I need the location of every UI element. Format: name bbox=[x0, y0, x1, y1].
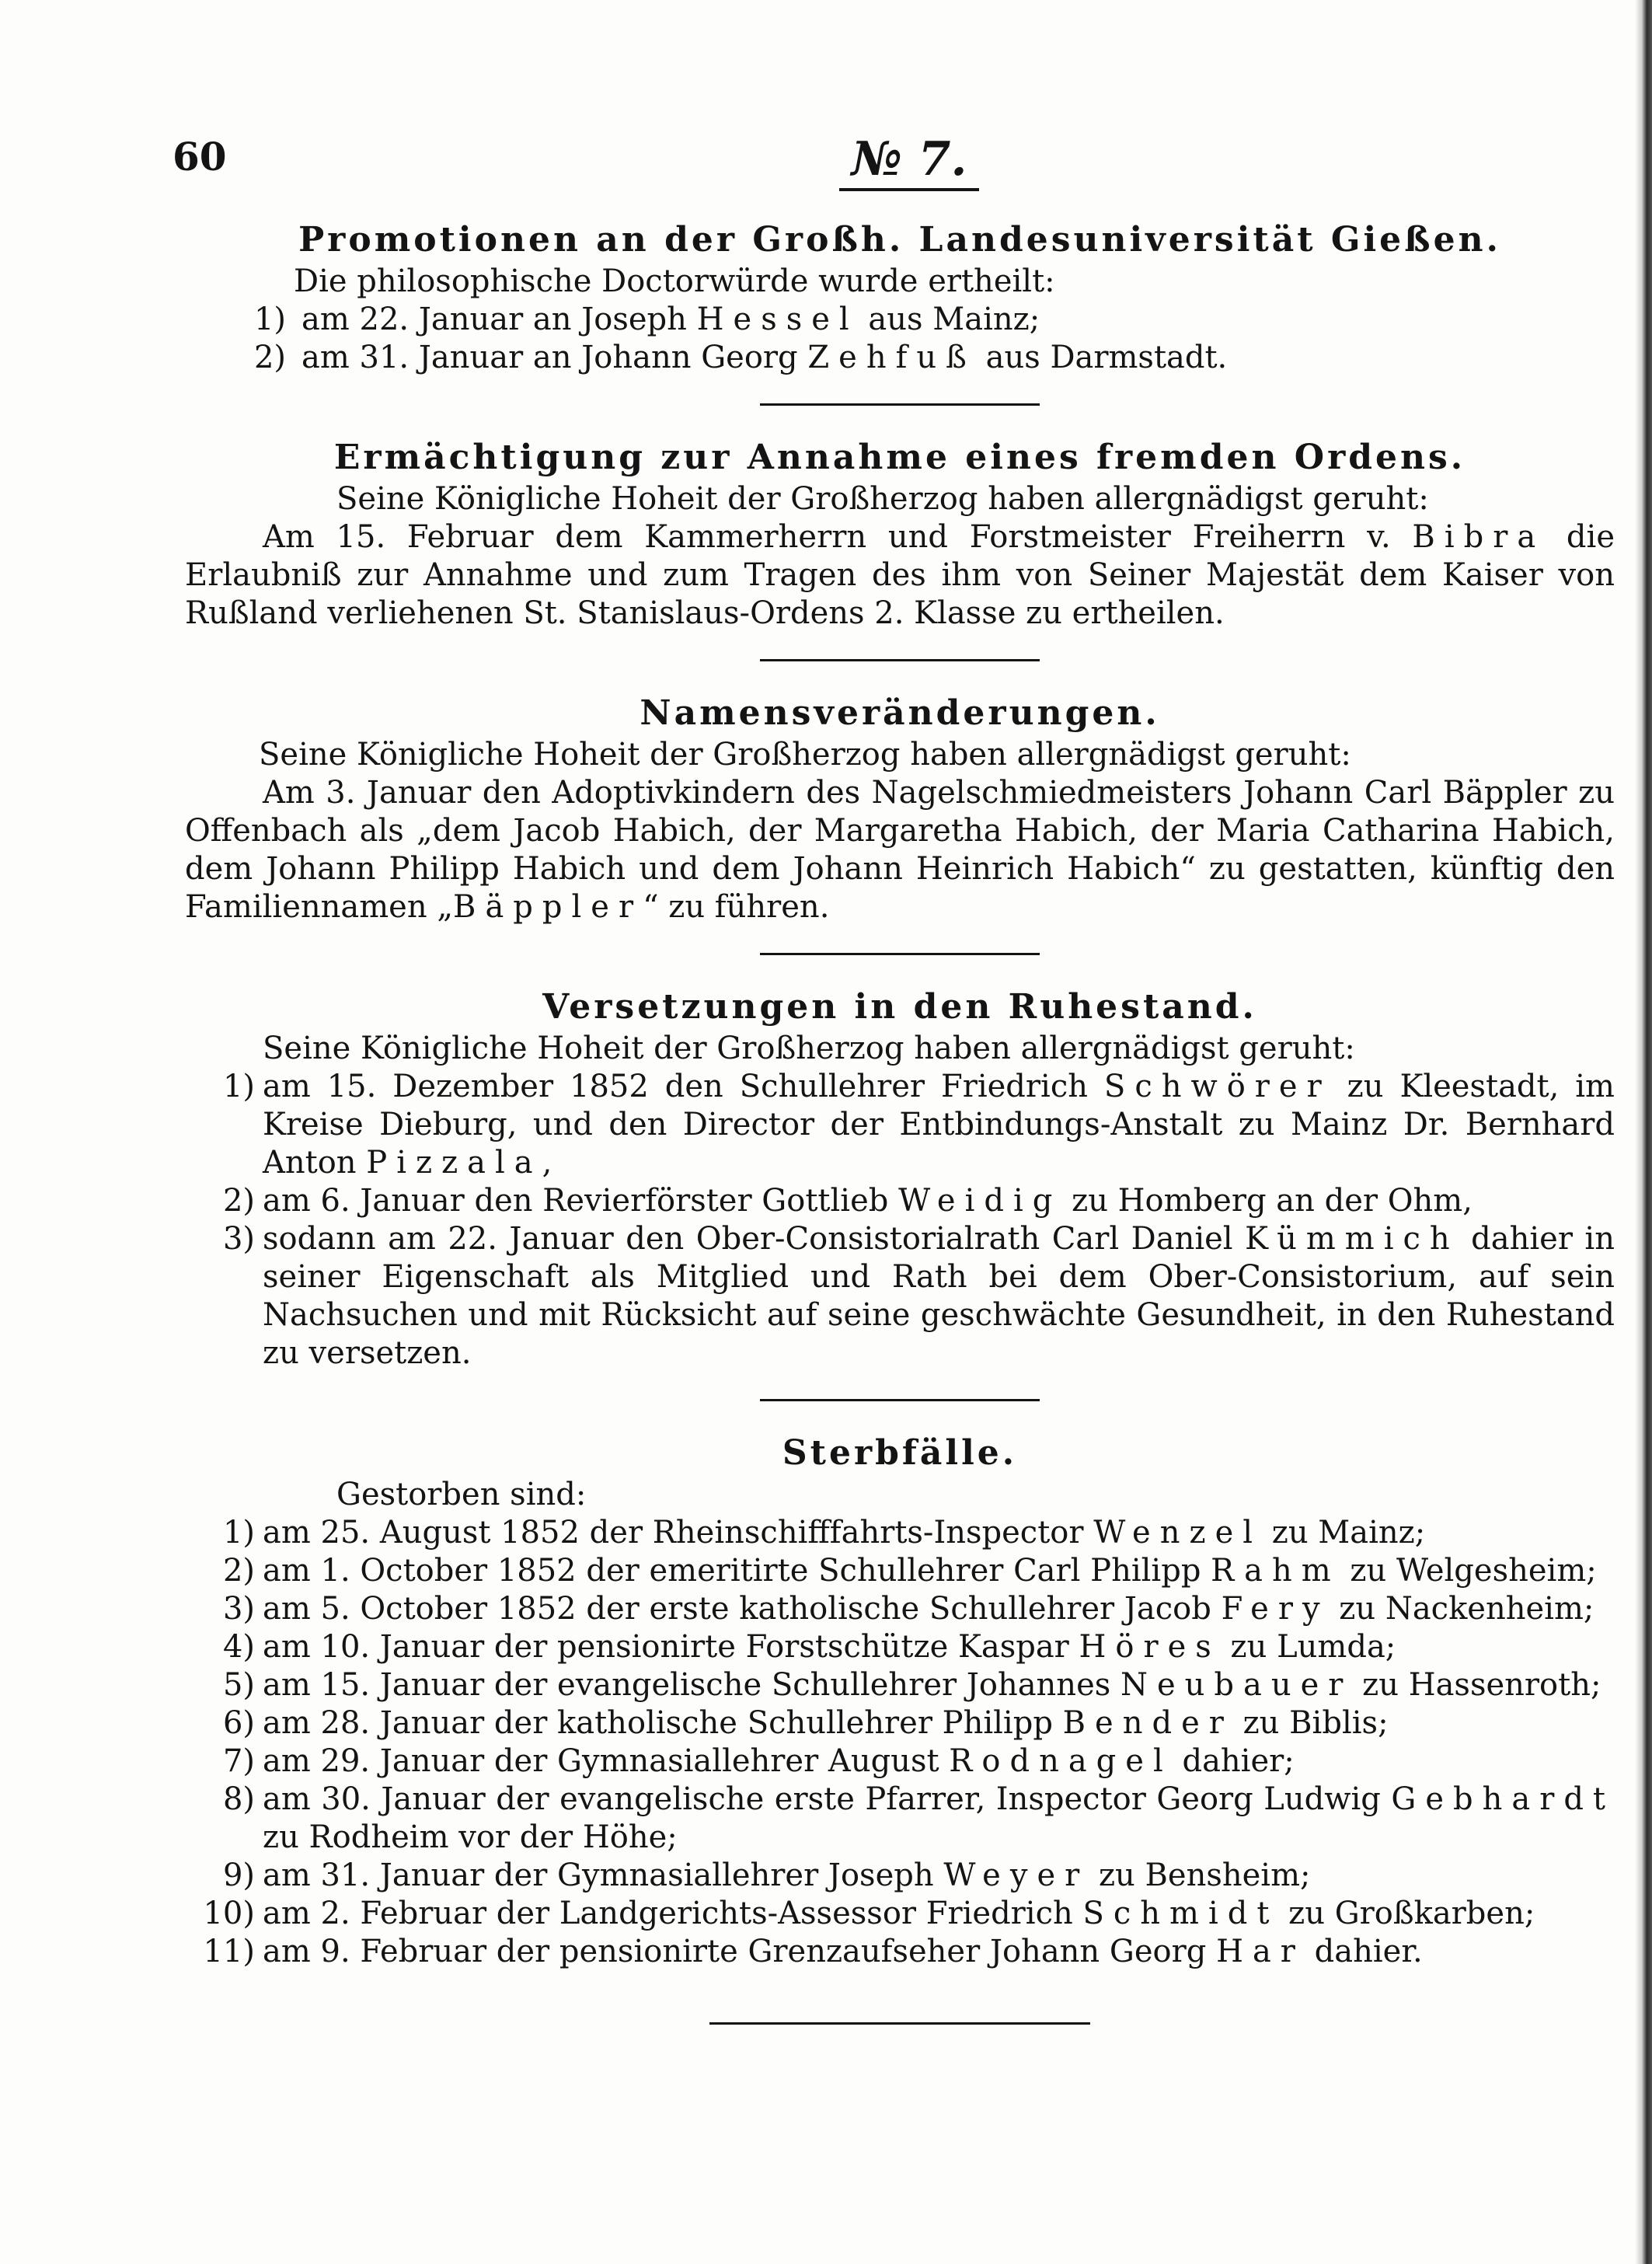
person-name: Schwörer bbox=[1103, 1069, 1331, 1104]
section-ermaechtigung bbox=[185, 435, 1615, 633]
list-number: 1) bbox=[222, 1069, 255, 1104]
person-name: Bäppler bbox=[453, 889, 643, 925]
item-text: dahier; bbox=[1172, 1743, 1295, 1779]
person-name: Neubauer bbox=[1120, 1667, 1353, 1703]
list-item bbox=[185, 1182, 1615, 1220]
list-number: 11) bbox=[203, 1934, 255, 1969]
list-item bbox=[185, 1628, 1615, 1666]
item-text: zu Kleestadt, im Kreise Dieburg, und den Director der Entbindungs-Anstalt zu Mainz Dr. Bernhard Anton bbox=[263, 1069, 1615, 1181]
person-name: Kümmich bbox=[1245, 1221, 1459, 1257]
list-item bbox=[185, 1220, 1615, 1373]
list-item bbox=[185, 1781, 1615, 1857]
person-name: Rahm bbox=[1211, 1553, 1340, 1589]
item-text: zu Großkarben; bbox=[1278, 1896, 1535, 1931]
list-number: 3) bbox=[222, 1221, 255, 1257]
list-item bbox=[185, 1552, 1615, 1590]
person-name: Fery bbox=[1221, 1591, 1330, 1627]
item-text: am 31. Januar an Johann Georg bbox=[301, 340, 808, 375]
list-item bbox=[185, 1857, 1615, 1895]
item-text: zu Nackenheim; bbox=[1329, 1591, 1594, 1627]
list-item bbox=[185, 1895, 1615, 1933]
list-number: 3) bbox=[222, 1591, 255, 1627]
person-name: Hessel bbox=[696, 302, 859, 337]
list-number: 1) bbox=[253, 302, 286, 337]
item-text: zu Rodheim vor der Höhe; bbox=[263, 1819, 678, 1855]
item-text: am 15. Januar der evangelische Schullehrer Johannes bbox=[263, 1667, 1121, 1703]
item-text: am 1. October 1852 der emeritirte Schullehrer Carl Philipp bbox=[263, 1553, 1211, 1589]
list-number: 2) bbox=[222, 1183, 255, 1219]
section-heading: Promotionen an der Großh. Landesuniversität Gießen. bbox=[298, 220, 1501, 260]
body-text: die Erlaubniß zur Annahme und zum Tragen des ihm von Seiner Majestät dem Kaiser von Rußland verliehenen St. Stanislaus-Ordens 2. Klasse zu ertheilen. bbox=[185, 519, 1615, 631]
person-name: Weyer bbox=[943, 1858, 1089, 1893]
person-name: Rodnagel bbox=[949, 1743, 1173, 1779]
section-divider bbox=[760, 1399, 1040, 1401]
item-text: zu Homberg an der Ohm, bbox=[1061, 1183, 1473, 1219]
item-text: zu Bensheim; bbox=[1089, 1858, 1311, 1893]
person-name: Höres bbox=[1079, 1629, 1221, 1665]
person-name: Pizzala bbox=[366, 1145, 542, 1181]
item-text: zu Welgesheim; bbox=[1340, 1553, 1597, 1589]
section-heading: Namensveränderungen. bbox=[640, 693, 1160, 733]
item-text: am 10. Januar der pensionirte Forstschütze Kaspar bbox=[263, 1629, 1079, 1665]
death-list bbox=[185, 1514, 1615, 1971]
item-text: am 2. Februar der Landgerichts-Assessor Friedrich bbox=[263, 1896, 1083, 1931]
section-intro: Gestorben sind: bbox=[336, 1477, 587, 1512]
person-name: Wenzel bbox=[1093, 1515, 1263, 1551]
section-divider bbox=[760, 659, 1040, 661]
page-edge-shadow bbox=[1635, 0, 1652, 2264]
list-item bbox=[185, 339, 1615, 377]
item-text: am 29. Januar der Gymnasiallehrer August bbox=[263, 1743, 950, 1779]
section-heading: Versetzungen in den Ruhestand. bbox=[542, 987, 1257, 1027]
list-item bbox=[185, 1704, 1615, 1742]
section-body bbox=[185, 774, 1615, 926]
list-number: 6) bbox=[222, 1705, 255, 1741]
page-number: 60 bbox=[173, 134, 227, 180]
person-name: Schmidt bbox=[1082, 1896, 1279, 1931]
item-text: , bbox=[542, 1145, 552, 1181]
section-heading: Sterbfälle. bbox=[782, 1433, 1018, 1473]
item-text: aus Mainz; bbox=[858, 302, 1040, 337]
list-number: 5) bbox=[222, 1667, 255, 1703]
item-text: am 25. August 1852 der Rheinschifffahrts-Inspector bbox=[263, 1515, 1094, 1551]
body-text: Am 15. Februar dem Kammerherrn und Forstmeister Freiherrn v. bbox=[263, 519, 1413, 555]
list-item bbox=[185, 301, 1615, 339]
section-intro: Die philosophische Doctorwürde wurde ertheilt: bbox=[294, 263, 1055, 299]
issue-number: № 7. bbox=[839, 132, 979, 191]
body-text: Am 3. Januar den Adoptivkindern des Nagelschmiedmeisters Johann Carl Bäppler zu Offenbach als „dem Jacob Habich, der Margaretha Habich, der Maria Catharina Habich, dem Johann Philipp Habich und dem Johann Heinrich Habich“ zu gestatten, künftig den Familiennamen „ bbox=[185, 775, 1615, 925]
closing-divider bbox=[709, 2022, 1090, 2025]
section-body bbox=[185, 518, 1615, 633]
section-divider bbox=[760, 403, 1040, 406]
item-text: aus Darmstadt. bbox=[975, 340, 1228, 375]
person-name: Bender bbox=[1062, 1705, 1233, 1741]
person-name: Bibra bbox=[1412, 519, 1546, 555]
item-text: dahier in seiner Eigenschaft als Mitglied und Rath bei dem Ober-Consistorium, auf sein Nachsuchen und mit Rücksicht auf seine geschwächte Gesundheit, in den Ruhestand zu versetzen. bbox=[263, 1221, 1615, 1371]
list-number: 9) bbox=[222, 1858, 255, 1893]
section-divider bbox=[760, 953, 1040, 955]
item-text: am 31. Januar der Gymnasiallehrer Joseph bbox=[263, 1858, 944, 1893]
person-name: Gebhardt bbox=[1391, 1781, 1615, 1817]
page-content bbox=[185, 218, 1615, 2054]
list-item bbox=[185, 1590, 1615, 1628]
person-name: Zehfuß bbox=[807, 340, 976, 375]
item-text: am 22. Januar an Joseph bbox=[301, 302, 697, 337]
list-number: 2) bbox=[253, 340, 286, 375]
item-text: am 5. October 1852 der erste katholische Schullehrer Jacob bbox=[263, 1591, 1222, 1627]
item-text: am 30. Januar der evangelische erste Pfarrer, Inspector Georg Ludwig bbox=[263, 1781, 1392, 1817]
list-number: 1) bbox=[222, 1515, 255, 1551]
list-number: 2) bbox=[222, 1553, 255, 1589]
item-text: zu Mainz; bbox=[1262, 1515, 1426, 1551]
item-text: zu Lumda; bbox=[1220, 1629, 1396, 1665]
section-namensveraenderungen bbox=[185, 691, 1615, 926]
item-text: am 28. Januar der katholische Schullehrer Philipp bbox=[263, 1705, 1063, 1741]
list-item bbox=[185, 1514, 1615, 1552]
person-name: Weidig bbox=[898, 1183, 1062, 1219]
list-number: 7) bbox=[222, 1743, 255, 1779]
section-intro: Seine Königliche Hoheit der Großherzog haben allergnädigst geruht: bbox=[336, 481, 1429, 517]
item-text: am 9. Februar der pensionirte Grenzaufseher Johann Georg bbox=[263, 1934, 1217, 1969]
section-intro: Seine Königliche Hoheit der Großherzog haben allergnädigst geruht: bbox=[263, 1031, 1355, 1066]
list-number: 8) bbox=[222, 1781, 255, 1817]
section-intro: Seine Königliche Hoheit der Großherzog haben allergnädigst geruht: bbox=[259, 737, 1351, 773]
item-text: zu Biblis; bbox=[1232, 1705, 1389, 1741]
item-text: dahier. bbox=[1304, 1934, 1423, 1969]
item-text: zu Hassenroth; bbox=[1352, 1667, 1601, 1703]
person-name: Har bbox=[1216, 1934, 1305, 1969]
list-item bbox=[185, 1742, 1615, 1781]
item-text: am 15. Dezember 1852 den Schullehrer Friedrich bbox=[263, 1069, 1104, 1104]
section-heading: Ermächtigung zur Annahme eines fremden Ordens. bbox=[333, 438, 1466, 477]
section-ruhestand bbox=[185, 985, 1615, 1373]
list-item bbox=[185, 1933, 1615, 1971]
list-number: 10) bbox=[203, 1896, 255, 1931]
item-text: sodann am 22. Januar den Ober-Consistorialrath Carl Daniel bbox=[263, 1221, 1246, 1257]
list-item bbox=[185, 1666, 1615, 1704]
section-sterbfaelle bbox=[185, 1431, 1615, 1971]
list-item bbox=[185, 1068, 1615, 1182]
section-promotionen bbox=[185, 218, 1615, 377]
item-text: am 6. Januar den Revierförster Gottlieb bbox=[263, 1183, 899, 1219]
body-text: “ zu führen. bbox=[643, 889, 830, 925]
list-number: 4) bbox=[222, 1629, 255, 1665]
